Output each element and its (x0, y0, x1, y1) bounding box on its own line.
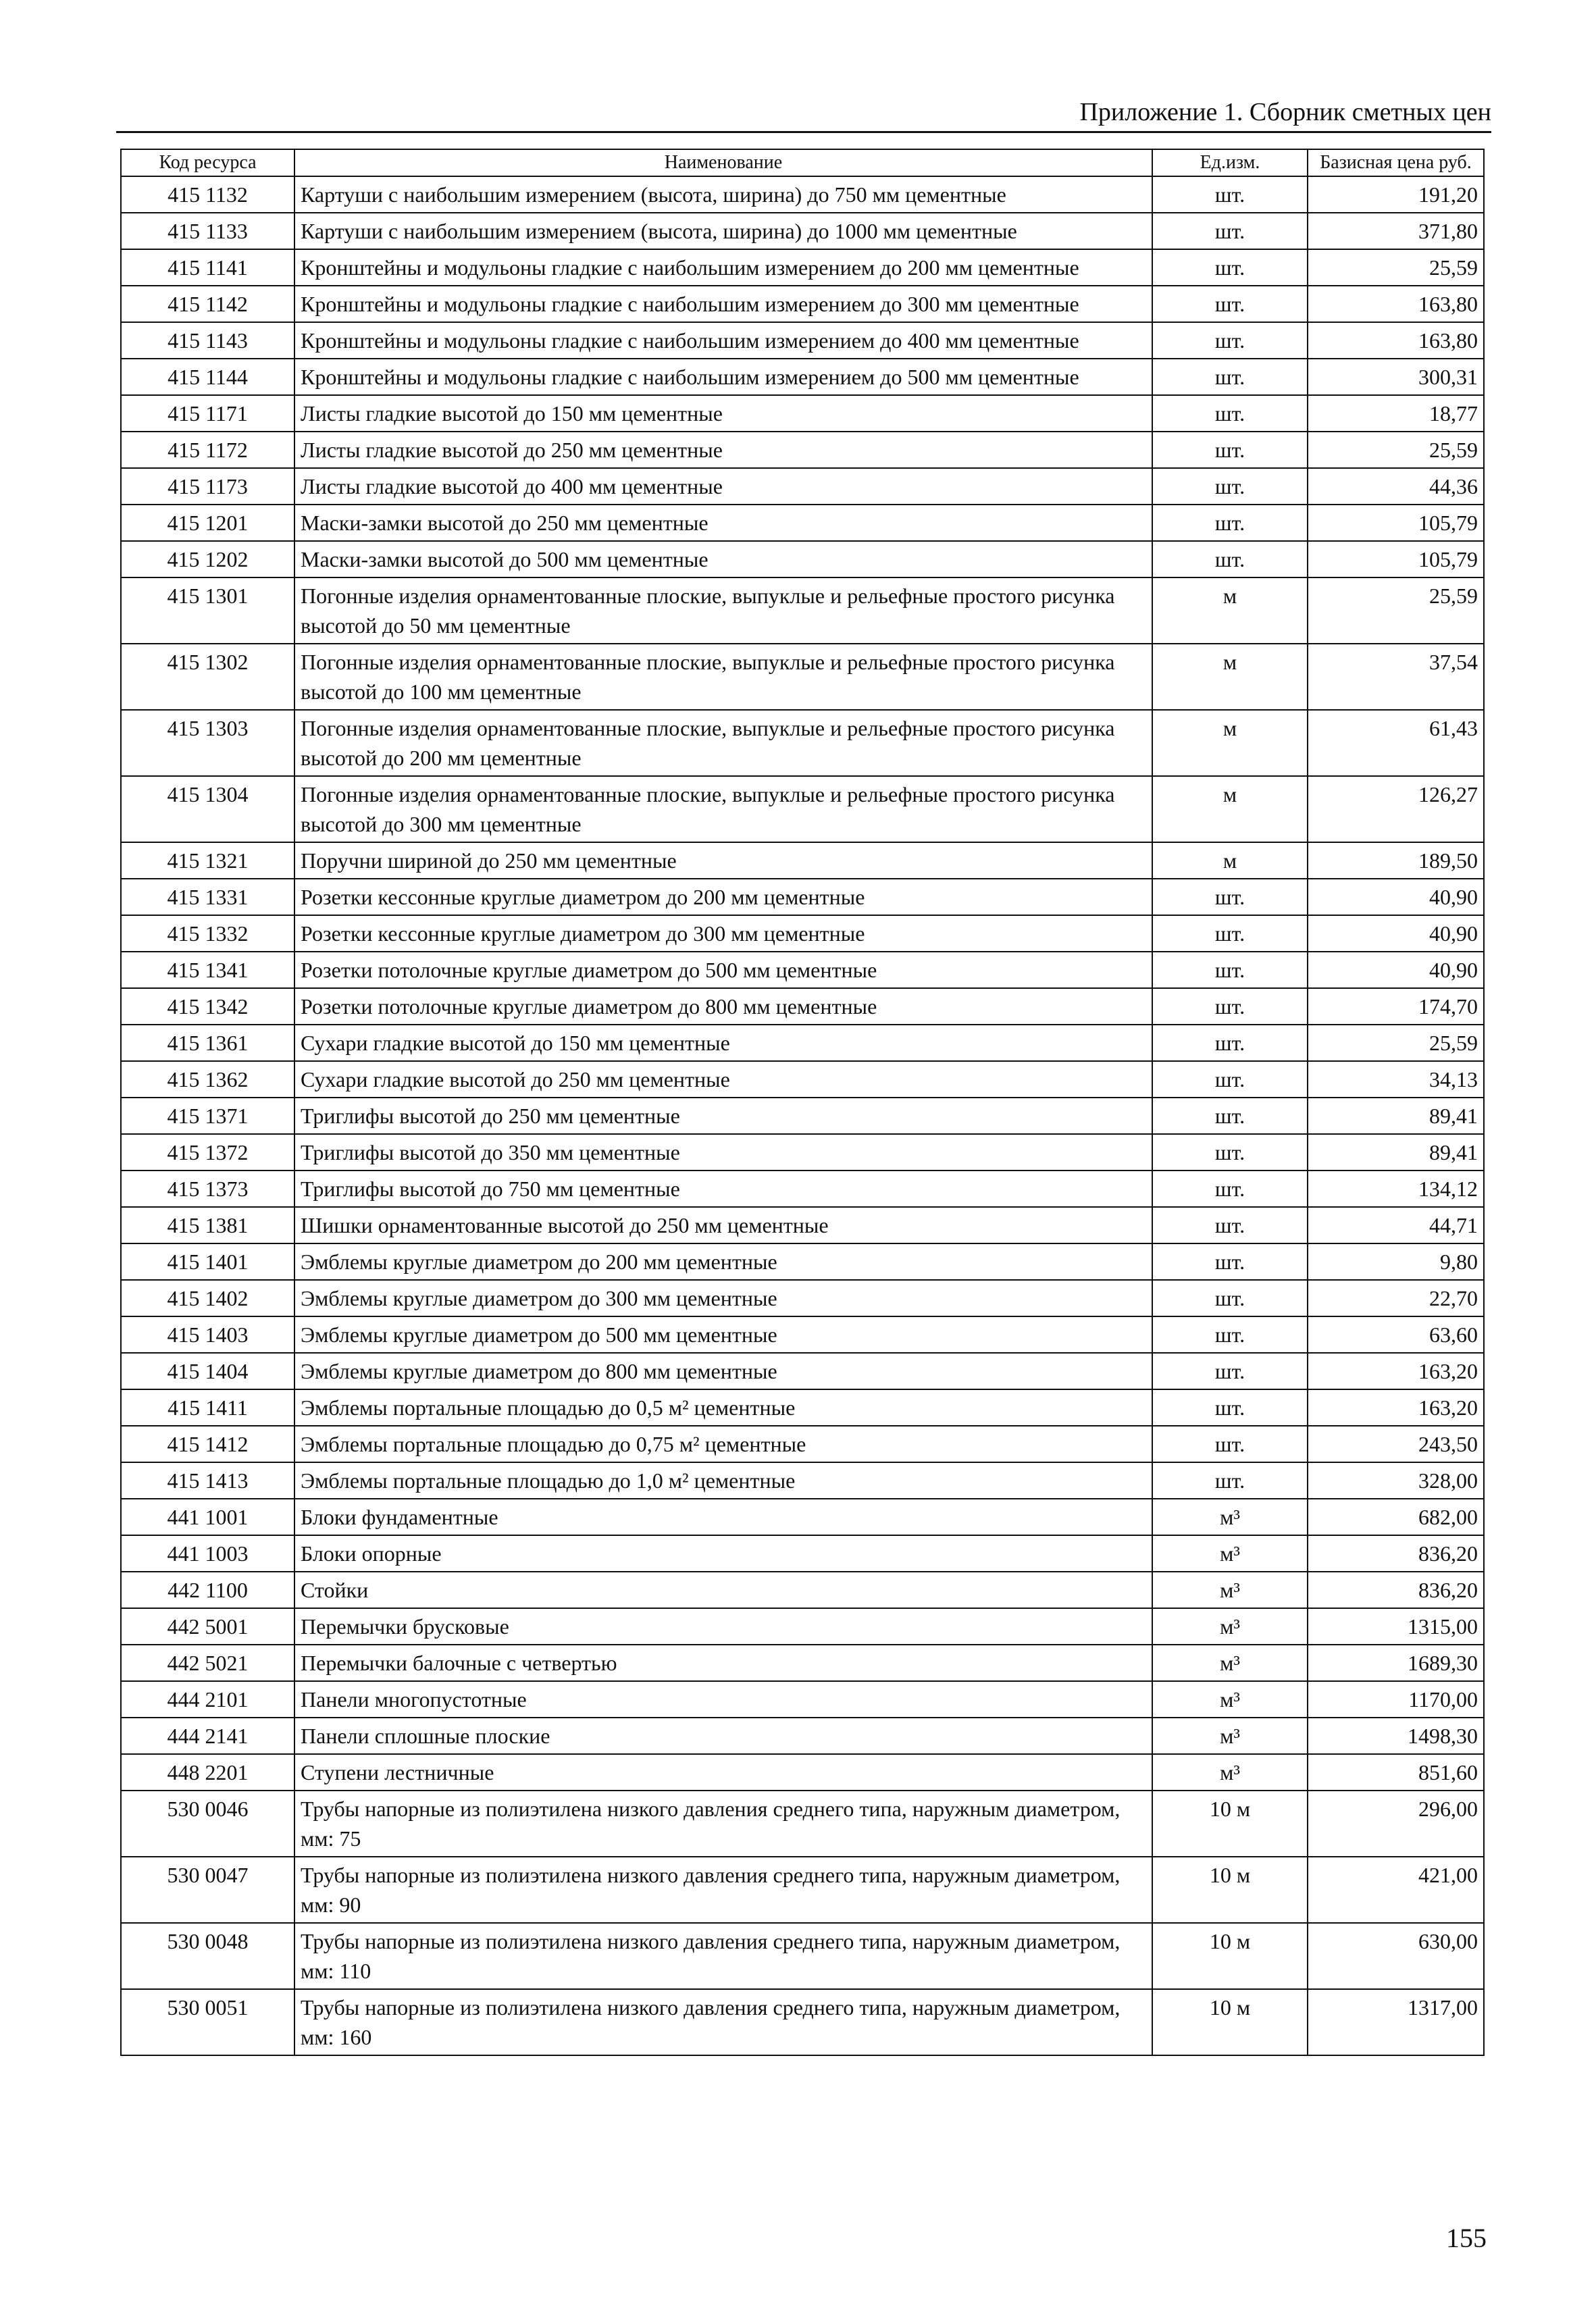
cell-code: 441 1001 (121, 1499, 294, 1535)
cell-price: 163,80 (1308, 322, 1484, 359)
cell-name: Розетки кессонные круглые диаметром до 200 мм цементные (294, 879, 1152, 915)
cell-name: Эмблемы портальные площадью до 1,0 м² цементные (294, 1462, 1152, 1499)
cell-code: 448 2201 (121, 1754, 294, 1791)
cell-unit: м (1152, 776, 1308, 842)
table-row (121, 1718, 1484, 1754)
cell-price: 851,60 (1308, 1754, 1484, 1791)
cell-unit: шт. (1152, 176, 1308, 213)
table-row (121, 1134, 1484, 1171)
table-row (121, 505, 1484, 541)
cell-price: 243,50 (1308, 1426, 1484, 1462)
cell-name: Погонные изделия орнаментованные плоские, выпуклые и рельефные простого рисунка высотой до 200 мм цементные (294, 710, 1152, 776)
cell-name: Блоки опорные (294, 1535, 1152, 1572)
cell-price: 25,59 (1308, 432, 1484, 468)
cell-name: Розетки потолочные круглые диаметром до 800 мм цементные (294, 988, 1152, 1025)
table-row (121, 952, 1484, 988)
cell-price: 25,59 (1308, 1025, 1484, 1061)
cell-unit: шт. (1152, 395, 1308, 432)
cell-code: 442 5001 (121, 1608, 294, 1645)
cell-name: Погонные изделия орнаментованные плоские, выпуклые и рельефные простого рисунка высотой до 50 мм цементные (294, 577, 1152, 644)
cell-price: 296,00 (1308, 1791, 1484, 1857)
cell-unit: м³ (1152, 1499, 1308, 1535)
cell-name: Маски-замки высотой до 500 мм цементные (294, 541, 1152, 577)
cell-unit: м³ (1152, 1645, 1308, 1681)
cell-code: 415 1304 (121, 776, 294, 842)
cell-price: 163,80 (1308, 286, 1484, 322)
cell-unit: шт. (1152, 1316, 1308, 1353)
cell-unit: шт. (1152, 1025, 1308, 1061)
cell-name: Картуши с наибольшим измерением (высота, ширина) до 750 мм цементные (294, 176, 1152, 213)
cell-name: Эмблемы круглые диаметром до 300 мм цементные (294, 1280, 1152, 1316)
cell-code: 415 1302 (121, 644, 294, 710)
cell-code: 444 2141 (121, 1718, 294, 1754)
cell-unit: м³ (1152, 1718, 1308, 1754)
table-row (121, 213, 1484, 249)
cell-name: Трубы напорные из полиэтилена низкого давления среднего типа, наружным диаметром, мм: 160 (294, 1989, 1152, 2055)
cell-code: 415 1303 (121, 710, 294, 776)
cell-code: 415 1362 (121, 1061, 294, 1098)
cell-code: 415 1133 (121, 213, 294, 249)
cell-code: 415 1301 (121, 577, 294, 644)
cell-name: Ступени лестничные (294, 1754, 1152, 1791)
table-row (121, 1025, 1484, 1061)
cell-code: 442 1100 (121, 1572, 294, 1608)
cell-unit: 10 м (1152, 1923, 1308, 1989)
cell-code: 415 1372 (121, 1134, 294, 1171)
cell-code: 415 1201 (121, 505, 294, 541)
cell-name: Листы гладкие высотой до 400 мм цементные (294, 468, 1152, 505)
cell-name: Перемычки балочные с четвертью (294, 1645, 1152, 1681)
cell-code: 415 1401 (121, 1243, 294, 1280)
cell-code: 415 1332 (121, 915, 294, 952)
cell-code: 442 5021 (121, 1645, 294, 1681)
cell-name: Сухари гладкие высотой до 250 мм цементные (294, 1061, 1152, 1098)
cell-unit: м (1152, 644, 1308, 710)
cell-name: Погонные изделия орнаментованные плоские, выпуклые и рельефные простого рисунка высотой до 100 мм цементные (294, 644, 1152, 710)
cell-unit: шт. (1152, 286, 1308, 322)
cell-price: 44,36 (1308, 468, 1484, 505)
cell-name: Блоки фундаментные (294, 1499, 1152, 1535)
cell-price: 18,77 (1308, 395, 1484, 432)
cell-price: 89,41 (1308, 1098, 1484, 1134)
cell-name: Панели сплошные плоские (294, 1718, 1152, 1754)
cell-price: 1315,00 (1308, 1608, 1484, 1645)
table-row (121, 1499, 1484, 1535)
table-row (121, 577, 1484, 644)
table-row (121, 1061, 1484, 1098)
table-row (121, 1754, 1484, 1791)
table-row (121, 1280, 1484, 1316)
table-header-row (121, 149, 1484, 176)
cell-price: 25,59 (1308, 249, 1484, 286)
cell-unit: шт. (1152, 468, 1308, 505)
cell-price: 1498,30 (1308, 1718, 1484, 1754)
cell-unit: шт. (1152, 1171, 1308, 1207)
table-row (121, 395, 1484, 432)
cell-code: 415 1371 (121, 1098, 294, 1134)
cell-name: Эмблемы круглые диаметром до 500 мм цементные (294, 1316, 1152, 1353)
table-row (121, 842, 1484, 879)
cell-price: 371,80 (1308, 213, 1484, 249)
cell-price: 61,43 (1308, 710, 1484, 776)
cell-price: 191,20 (1308, 176, 1484, 213)
table-row (121, 1389, 1484, 1426)
cell-unit: шт. (1152, 359, 1308, 395)
cell-name: Кронштейны и модульоны гладкие с наибольшим измерением до 300 мм цементные (294, 286, 1152, 322)
cell-name: Эмблемы круглые диаметром до 200 мм цементные (294, 1243, 1152, 1280)
cell-name: Стойки (294, 1572, 1152, 1608)
table-row (121, 1645, 1484, 1681)
cell-code: 415 1141 (121, 249, 294, 286)
table-row (121, 1791, 1484, 1857)
cell-code: 415 1173 (121, 468, 294, 505)
cell-name: Эмблемы круглые диаметром до 800 мм цементные (294, 1353, 1152, 1389)
cell-code: 415 1412 (121, 1426, 294, 1462)
cell-name: Кронштейны и модульоны гладкие с наибольшим измерением до 200 мм цементные (294, 249, 1152, 286)
table-row (121, 1681, 1484, 1718)
table-row (121, 1171, 1484, 1207)
table-row (121, 432, 1484, 468)
cell-unit: м³ (1152, 1535, 1308, 1572)
cell-price: 89,41 (1308, 1134, 1484, 1171)
cell-unit: шт. (1152, 322, 1308, 359)
table-row (121, 988, 1484, 1025)
cell-name: Панели многопустотные (294, 1681, 1152, 1718)
cell-unit: шт. (1152, 1207, 1308, 1243)
cell-code: 415 1342 (121, 988, 294, 1025)
cell-price: 189,50 (1308, 842, 1484, 879)
cell-price: 300,31 (1308, 359, 1484, 395)
cell-code: 415 1402 (121, 1280, 294, 1316)
cell-unit: шт. (1152, 505, 1308, 541)
table-row (121, 776, 1484, 842)
cell-price: 40,90 (1308, 915, 1484, 952)
cell-price: 40,90 (1308, 879, 1484, 915)
cell-unit: шт. (1152, 432, 1308, 468)
cell-unit: 10 м (1152, 1989, 1308, 2055)
table-row (121, 1426, 1484, 1462)
cell-unit: м (1152, 710, 1308, 776)
cell-name: Шишки орнаментованные высотой до 250 мм цементные (294, 1207, 1152, 1243)
table-row (121, 915, 1484, 952)
cell-unit: шт. (1152, 879, 1308, 915)
cell-code: 415 1361 (121, 1025, 294, 1061)
cell-unit: м³ (1152, 1572, 1308, 1608)
cell-price: 836,20 (1308, 1572, 1484, 1608)
cell-price: 25,59 (1308, 577, 1484, 644)
table-row (121, 249, 1484, 286)
cell-code: 415 1331 (121, 879, 294, 915)
cell-price: 163,20 (1308, 1353, 1484, 1389)
cell-name: Листы гладкие высотой до 150 мм цементные (294, 395, 1152, 432)
cell-name: Перемычки брусковые (294, 1608, 1152, 1645)
cell-name: Эмблемы портальные площадью до 0,5 м² цементные (294, 1389, 1152, 1426)
cell-unit: шт. (1152, 1098, 1308, 1134)
cell-code: 530 0046 (121, 1791, 294, 1857)
cell-price: 22,70 (1308, 1280, 1484, 1316)
cell-unit: шт. (1152, 249, 1308, 286)
cell-unit: шт. (1152, 541, 1308, 577)
cell-code: 415 1403 (121, 1316, 294, 1353)
cell-code: 415 1144 (121, 359, 294, 395)
cell-price: 9,80 (1308, 1243, 1484, 1280)
cell-name: Кронштейны и модульоны гладкие с наибольшим измерением до 500 мм цементные (294, 359, 1152, 395)
page-number: 155 (1446, 2223, 1487, 2253)
cell-price: 34,13 (1308, 1061, 1484, 1098)
table-body (121, 176, 1484, 2055)
table-row (121, 176, 1484, 213)
cell-price: 134,12 (1308, 1171, 1484, 1207)
table-row (121, 879, 1484, 915)
table-row (121, 1243, 1484, 1280)
cell-code: 415 1381 (121, 1207, 294, 1243)
cell-unit: шт. (1152, 1426, 1308, 1462)
cell-code: 530 0048 (121, 1923, 294, 1989)
cell-name: Трубы напорные из полиэтилена низкого давления среднего типа, наружным диаметром, мм: 90 (294, 1857, 1152, 1923)
cell-unit: 10 м (1152, 1791, 1308, 1857)
table-row (121, 1098, 1484, 1134)
cell-price: 836,20 (1308, 1535, 1484, 1572)
cell-code: 415 1373 (121, 1171, 294, 1207)
cell-name: Поручни шириной до 250 мм цементные (294, 842, 1152, 879)
cell-unit: шт. (1152, 1462, 1308, 1499)
table-row (121, 1353, 1484, 1389)
cell-unit: шт. (1152, 1353, 1308, 1389)
cell-unit: шт. (1152, 988, 1308, 1025)
cell-name: Розетки кессонные круглые диаметром до 300 мм цементные (294, 915, 1152, 952)
cell-unit: м³ (1152, 1681, 1308, 1718)
cell-code: 441 1003 (121, 1535, 294, 1572)
cell-unit: шт. (1152, 1389, 1308, 1426)
table-row (121, 541, 1484, 577)
table-row (121, 1316, 1484, 1353)
cell-unit: м (1152, 842, 1308, 879)
table-row (121, 286, 1484, 322)
cell-price: 44,71 (1308, 1207, 1484, 1243)
cell-code: 415 1341 (121, 952, 294, 988)
cell-code: 415 1202 (121, 541, 294, 577)
cell-code: 530 0051 (121, 1989, 294, 2055)
cell-name: Листы гладкие высотой до 250 мм цементные (294, 432, 1152, 468)
price-table (120, 149, 1485, 2056)
column-header-name: Наименование (294, 149, 1152, 176)
page-header-title: Приложение 1. Сборник сметных цен (1079, 98, 1491, 126)
page-header (116, 93, 1491, 133)
cell-price: 126,27 (1308, 776, 1484, 842)
cell-unit: шт. (1152, 952, 1308, 988)
cell-name: Розетки потолочные круглые диаметром до 500 мм цементные (294, 952, 1152, 988)
cell-unit: шт. (1152, 1061, 1308, 1098)
cell-unit: шт. (1152, 1243, 1308, 1280)
table-row (121, 644, 1484, 710)
cell-name: Эмблемы портальные площадью до 0,75 м² цементные (294, 1426, 1152, 1462)
cell-code: 530 0047 (121, 1857, 294, 1923)
table-row (121, 1535, 1484, 1572)
cell-price: 1689,30 (1308, 1645, 1484, 1681)
table-row (121, 359, 1484, 395)
table-row (121, 1572, 1484, 1608)
column-header-price: Базисная цена руб. (1308, 149, 1484, 176)
table-row (121, 1857, 1484, 1923)
cell-code: 415 1142 (121, 286, 294, 322)
cell-price: 1170,00 (1308, 1681, 1484, 1718)
cell-price: 174,70 (1308, 988, 1484, 1025)
cell-name: Кронштейны и модульоны гладкие с наибольшим измерением до 400 мм цементные (294, 322, 1152, 359)
cell-name: Триглифы высотой до 350 мм цементные (294, 1134, 1152, 1171)
table-row (121, 322, 1484, 359)
cell-name: Сухари гладкие высотой до 150 мм цементные (294, 1025, 1152, 1061)
cell-price: 682,00 (1308, 1499, 1484, 1535)
table-row (121, 1989, 1484, 2055)
cell-price: 40,90 (1308, 952, 1484, 988)
cell-code: 415 1172 (121, 432, 294, 468)
cell-unit: м³ (1152, 1608, 1308, 1645)
cell-price: 63,60 (1308, 1316, 1484, 1353)
cell-code: 415 1143 (121, 322, 294, 359)
cell-price: 163,20 (1308, 1389, 1484, 1426)
cell-unit: 10 м (1152, 1857, 1308, 1923)
cell-name: Трубы напорные из полиэтилена низкого давления среднего типа, наружным диаметром, мм: 110 (294, 1923, 1152, 1989)
cell-price: 1317,00 (1308, 1989, 1484, 2055)
cell-code: 415 1171 (121, 395, 294, 432)
table-row (121, 468, 1484, 505)
column-header-unit: Ед.изм. (1152, 149, 1308, 176)
cell-name: Триглифы высотой до 750 мм цементные (294, 1171, 1152, 1207)
cell-unit: шт. (1152, 1134, 1308, 1171)
cell-name: Погонные изделия орнаментованные плоские, выпуклые и рельефные простого рисунка высотой до 300 мм цементные (294, 776, 1152, 842)
table-row (121, 1462, 1484, 1499)
cell-code: 444 2101 (121, 1681, 294, 1718)
table-row (121, 1608, 1484, 1645)
cell-unit: шт. (1152, 1280, 1308, 1316)
cell-name: Маски-замки высотой до 250 мм цементные (294, 505, 1152, 541)
cell-code: 415 1413 (121, 1462, 294, 1499)
table-row (121, 1923, 1484, 1989)
cell-code: 415 1411 (121, 1389, 294, 1426)
cell-name: Триглифы высотой до 250 мм цементные (294, 1098, 1152, 1134)
table-row (121, 1207, 1484, 1243)
cell-price: 37,54 (1308, 644, 1484, 710)
cell-price: 105,79 (1308, 541, 1484, 577)
cell-price: 421,00 (1308, 1857, 1484, 1923)
cell-unit: м³ (1152, 1754, 1308, 1791)
cell-unit: шт. (1152, 915, 1308, 952)
cell-price: 105,79 (1308, 505, 1484, 541)
cell-code: 415 1404 (121, 1353, 294, 1389)
cell-code: 415 1132 (121, 176, 294, 213)
cell-price: 328,00 (1308, 1462, 1484, 1499)
cell-price: 630,00 (1308, 1923, 1484, 1989)
cell-name: Картуши с наибольшим измерением (высота, ширина) до 1000 мм цементные (294, 213, 1152, 249)
cell-unit: м (1152, 577, 1308, 644)
table-row (121, 710, 1484, 776)
cell-unit: шт. (1152, 213, 1308, 249)
column-header-code: Код ресурса (121, 149, 294, 176)
cell-code: 415 1321 (121, 842, 294, 879)
cell-name: Трубы напорные из полиэтилена низкого давления среднего типа, наружным диаметром, мм: 75 (294, 1791, 1152, 1857)
